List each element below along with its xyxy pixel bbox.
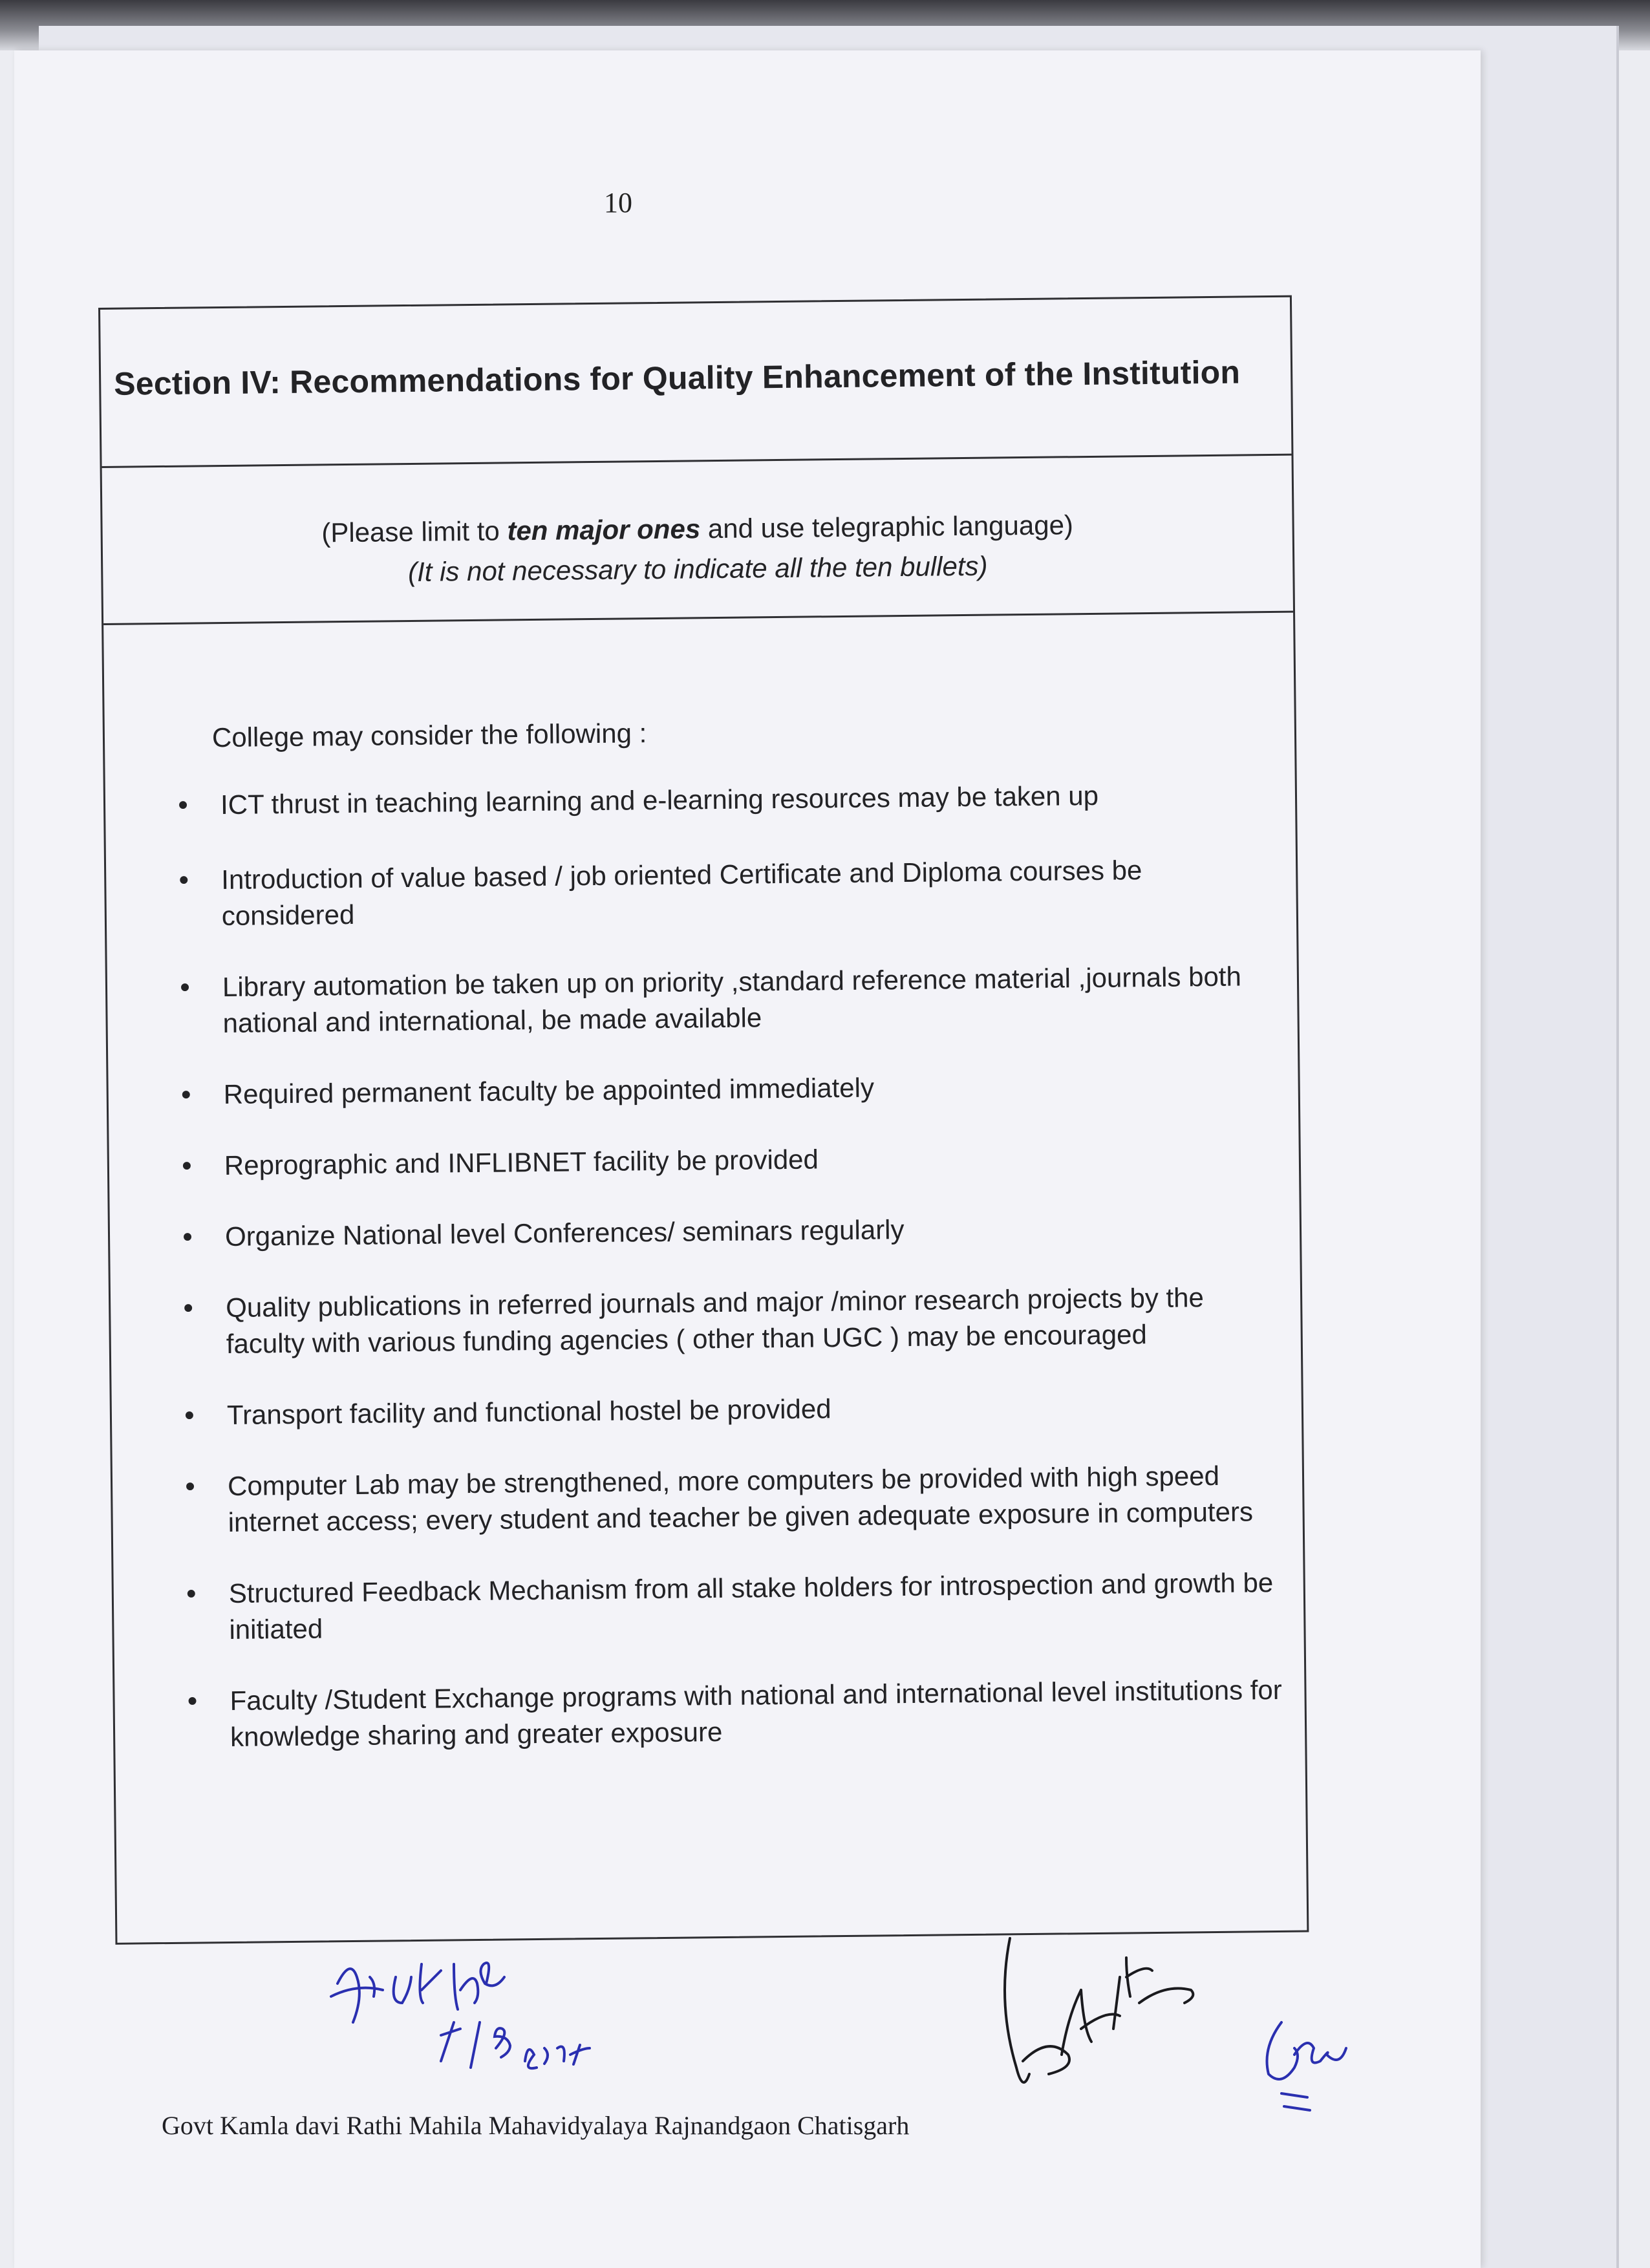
bullet-icon: • <box>180 971 190 1003</box>
recommendation-item <box>164 776 1276 824</box>
recommendation-item <box>168 1208 1280 1256</box>
bullet-icon: • <box>187 1685 198 1717</box>
recommendation-item <box>164 851 1277 935</box>
page-number: 10 <box>604 187 632 219</box>
bullet-icon: • <box>183 1292 194 1324</box>
recommendation-text: Structured Feedback Mechanism from all stake holders for introspection and growth be initiated <box>228 1567 1274 1645</box>
bullet-icon: • <box>186 1578 197 1610</box>
title-row <box>100 297 1291 468</box>
instruction-line-1 <box>102 508 1292 551</box>
recommendation-item <box>166 1065 1278 1113</box>
recommendation-text: ICT thrust in teaching learning and e-learning resources may be taken up <box>220 780 1099 820</box>
recommendation-list <box>164 776 1286 1756</box>
bullet-icon: • <box>184 1399 195 1431</box>
instruction-line-2: (It is not necessary to indicate all the ten bullets) <box>407 550 988 588</box>
recommendation-text: Reprographic and INFLIBNET facility be provided <box>224 1144 819 1181</box>
bullet-icon: • <box>181 1150 192 1182</box>
recommendation-item <box>167 1137 1280 1184</box>
bullet-icon: • <box>178 864 189 896</box>
recommendation-item <box>166 958 1278 1042</box>
intro-text: College may consider the following : <box>211 718 647 753</box>
signature-left <box>325 1938 635 2087</box>
signature-right <box>1256 2009 1366 2119</box>
instruction-emphasis: ten major ones <box>507 513 701 546</box>
recommendation-text: Computer Lab may be strengthened, more computers be provided with high speed internet access; every student and teacher be given adequate exposure in computers <box>227 1460 1254 1538</box>
instruction-text-a: (Please limit to <box>321 515 508 548</box>
recommendation-text: Transport facility and functional hostel be provided <box>226 1393 831 1431</box>
instruction-row <box>102 456 1293 625</box>
recommendation-text: Library automation be taken up on priority ,standard reference material ,journals both national and international, be made available <box>222 961 1242 1039</box>
recommendation-item <box>170 1386 1282 1434</box>
document-page <box>14 50 1481 2268</box>
instruction-text-b: and use telegraphic language) <box>700 509 1074 544</box>
signature-center <box>984 1912 1217 2126</box>
recommendation-text: Organize National level Conferences/ seminars regularly <box>224 1214 905 1252</box>
section-title: Section IV: Recommendations for Quality Enhancement of the Institution <box>113 354 1241 402</box>
recommendation-text: Faculty /Student Exchange programs with national and international level institutions for knowledge sharing and greater exposure <box>230 1674 1282 1752</box>
recommendations-box <box>98 295 1309 1945</box>
recommendation-item <box>173 1672 1285 1756</box>
recommendation-text: Introduction of value based / job oriented Certificate and Diploma courses be considered <box>221 855 1142 932</box>
bullet-icon: • <box>182 1221 193 1253</box>
recommendation-item <box>169 1279 1281 1363</box>
recommendation-item <box>171 1457 1283 1541</box>
institution-footer: Govt Kamla davi Rathi Mahila Mahavidyalaya Rajnandgaon Chatisgarh <box>162 2111 910 2140</box>
bullet-icon: • <box>178 789 189 821</box>
recommendation-text: Quality publications in referred journals and major /minor research projects by the faculty with various funding agencies ( other than UGC ) may be encouraged <box>225 1282 1205 1360</box>
recommendation-text: Required permanent faculty be appointed immediately <box>223 1072 875 1110</box>
bullet-icon: • <box>180 1078 191 1111</box>
recommendation-item <box>172 1565 1285 1649</box>
bullet-icon: • <box>185 1470 196 1503</box>
